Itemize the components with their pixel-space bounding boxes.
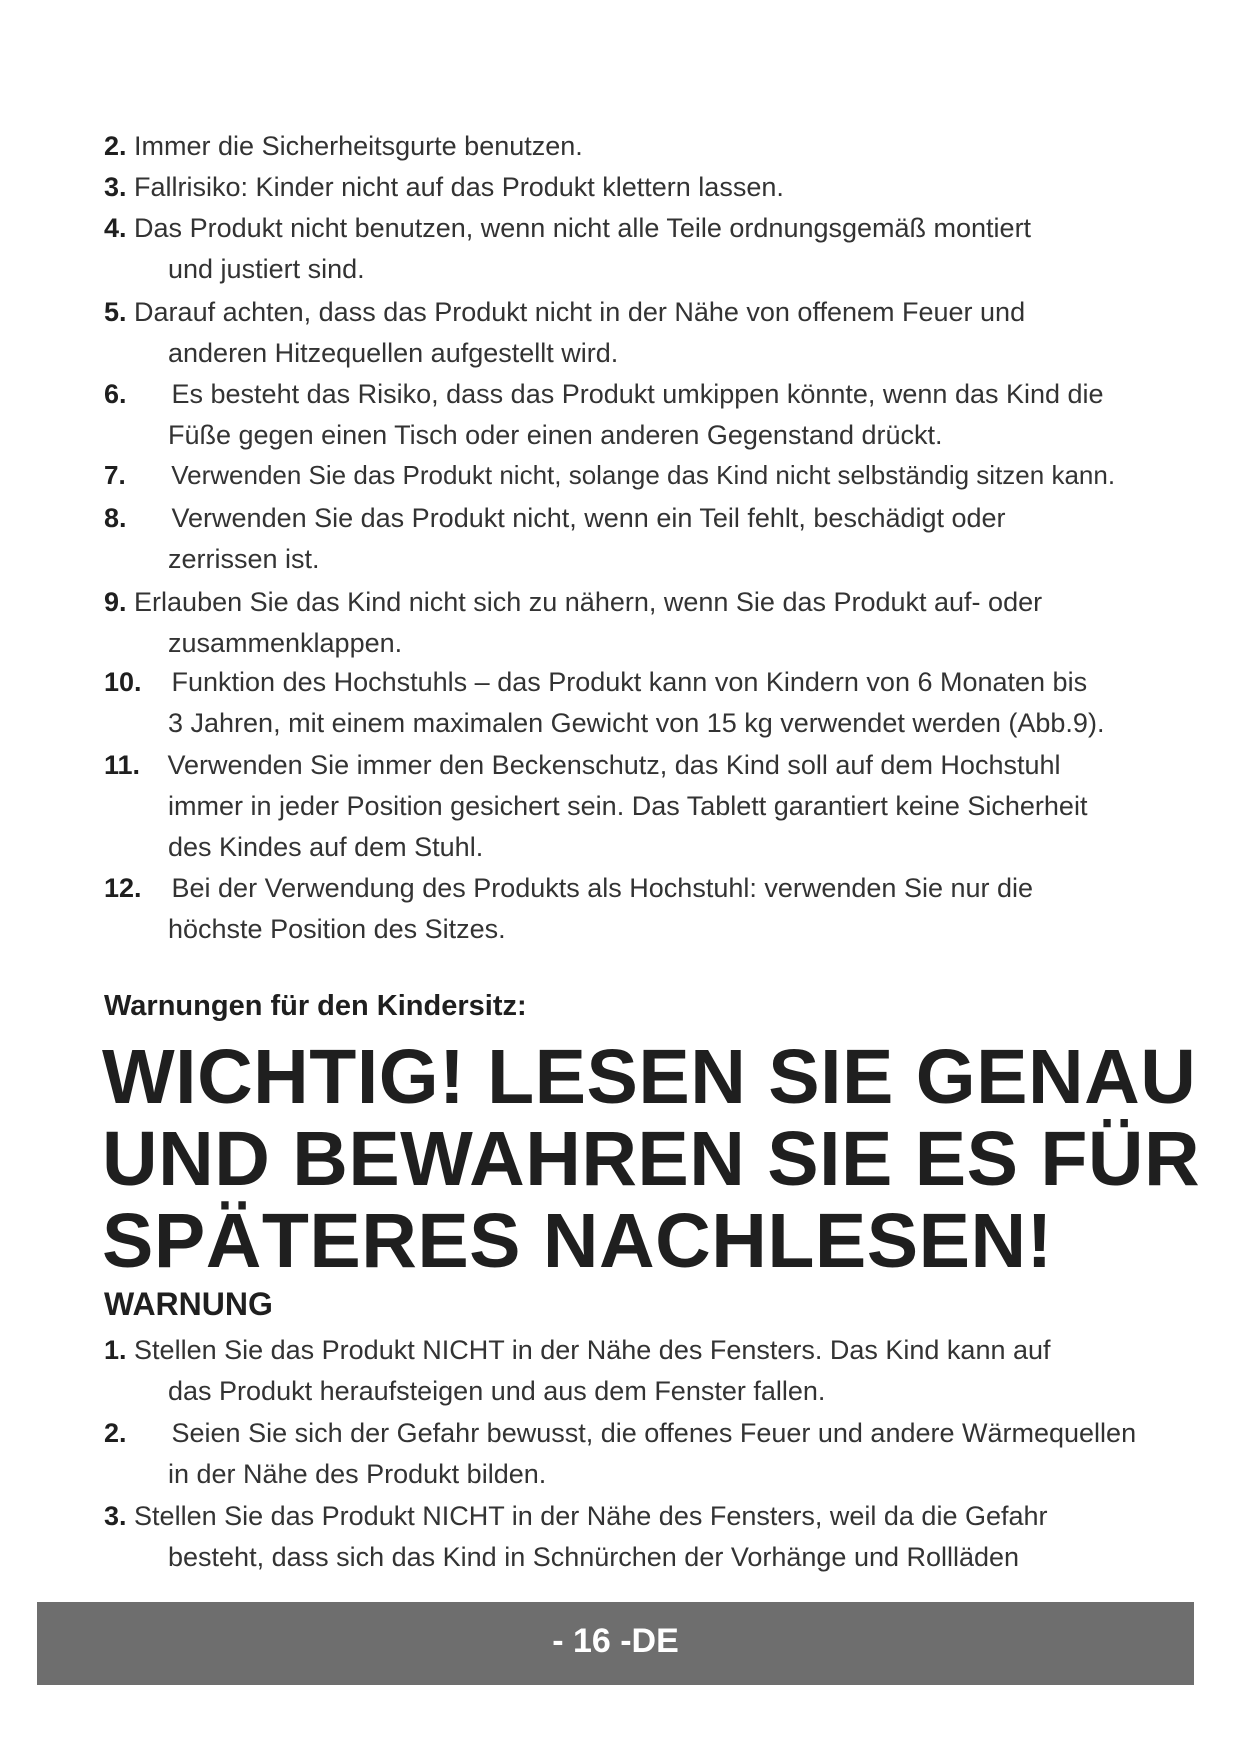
item-number: 5. <box>104 297 127 327</box>
item-number: 10. <box>104 667 142 697</box>
item-number: 2. <box>104 131 127 161</box>
list-item <box>104 498 1214 580</box>
list-item <box>104 1496 1214 1578</box>
item-number: 8. <box>104 503 127 533</box>
item-text: Fallrisiko: Kinder nicht auf das Produkt klettern lassen. <box>134 172 784 202</box>
item-text-continued: besteht, dass sich das Kind in Schnürchen der Vorhänge und Rollläden <box>168 1542 1020 1572</box>
item-text-continued: zerrissen ist. <box>168 544 320 574</box>
section-heading: Warnungen für den Kindersitz: <box>104 990 527 1022</box>
important-heading-line: WICHTIG! LESEN SIE GENAU <box>102 1034 1197 1120</box>
item-number: 3. <box>104 1501 127 1531</box>
list-item <box>104 167 1214 208</box>
item-text: Immer die Sicherheitsgurte benutzen. <box>134 131 583 161</box>
item-text-continued: in der Nähe des Produkt bilden. <box>168 1459 547 1489</box>
list-item <box>104 126 1214 167</box>
list-item <box>104 745 1214 868</box>
list-item <box>104 208 1214 290</box>
item-number: 12. <box>104 873 142 903</box>
list-item <box>104 868 1214 950</box>
item-text: Verwenden Sie das Produkt nicht, wenn ein Teil fehlt, beschädigt oder <box>171 503 1006 533</box>
item-text-continued: immer in jeder Position gesichert sein. Das Tablett garantiert keine Sicherheit <box>168 791 1088 821</box>
item-text: Funktion des Hochstuhls – das Produkt kann von Kindern von 6 Monaten bis <box>171 667 1088 697</box>
item-number: 3. <box>104 172 127 202</box>
important-heading-line: SPÄTERES NACHLESEN! <box>102 1198 1053 1284</box>
item-text-continued: anderen Hitzequellen aufgestellt wird. <box>168 338 619 368</box>
list-item <box>104 1413 1214 1495</box>
item-number: 7. <box>104 460 126 490</box>
item-text-continued: 3 Jahren, mit einem maximalen Gewicht von 15 kg verwendet werden (Abb.9). <box>168 708 1105 738</box>
list-item <box>104 292 1214 374</box>
item-text-continued: zusammenklappen. <box>168 628 403 658</box>
item-number: 11. <box>104 750 141 780</box>
item-text-continued: höchste Position des Sitzes. <box>168 914 506 944</box>
item-number: 2. <box>104 1418 127 1448</box>
item-text: Es besteht das Risiko, dass das Produkt umkippen könnte, wenn das Kind die <box>171 379 1104 409</box>
item-text: Bei der Verwendung des Produkts als Hochstuhl: verwenden Sie nur die <box>171 873 1034 903</box>
item-text: Das Produkt nicht benutzen, wenn nicht alle Teile ordnungsgemäß montiert <box>134 213 1032 243</box>
item-number: 6. <box>104 379 127 409</box>
important-heading-line: UND BEWAHREN SIE ES FÜR <box>102 1116 1201 1202</box>
item-text-continued: Füße gegen einen Tisch oder einen anderen Gegenstand drückt. <box>168 420 943 450</box>
page-footer <box>37 1602 1194 1685</box>
item-text-continued: des Kindes auf dem Stuhl. <box>168 832 484 862</box>
item-text-continued: und justiert sind. <box>168 254 365 284</box>
list-item <box>104 374 1214 456</box>
item-text: Erlauben Sie das Kind nicht sich zu nähern, wenn Sie das Produkt auf- oder <box>134 587 1043 617</box>
item-number: 9. <box>104 587 127 617</box>
item-text: Darauf achten, dass das Produkt nicht in der Nähe von offenem Feuer und <box>134 297 1026 327</box>
important-heading <box>102 1036 1200 1282</box>
list-item <box>104 455 1214 496</box>
item-text: Seien Sie sich der Gefahr bewusst, die offenes Feuer und andere Wärmequellen <box>171 1418 1137 1448</box>
item-text: Verwenden Sie immer den Beckenschutz, das Kind soll auf dem Hochstuhl <box>167 750 1061 780</box>
item-text: Stellen Sie das Produkt NICHT in der Nähe des Fensters. Das Kind kann auf <box>134 1335 1051 1365</box>
item-text: Stellen Sie das Produkt NICHT in der Nähe des Fensters, weil da die Gefahr <box>134 1501 1048 1531</box>
warning-label: WARNUNG <box>104 1286 273 1322</box>
list-item <box>104 582 1214 664</box>
page-number: - 16 -DE <box>552 1622 679 1660</box>
item-text-continued: das Produkt heraufsteigen und aus dem Fenster fallen. <box>168 1376 826 1406</box>
list-item <box>104 1330 1214 1412</box>
item-number: 4. <box>104 213 127 243</box>
list-item <box>104 662 1214 744</box>
item-text: Verwenden Sie das Produkt nicht, solange das Kind nicht selbständig sitzen kann. <box>171 460 1116 490</box>
item-number: 1. <box>104 1335 127 1365</box>
